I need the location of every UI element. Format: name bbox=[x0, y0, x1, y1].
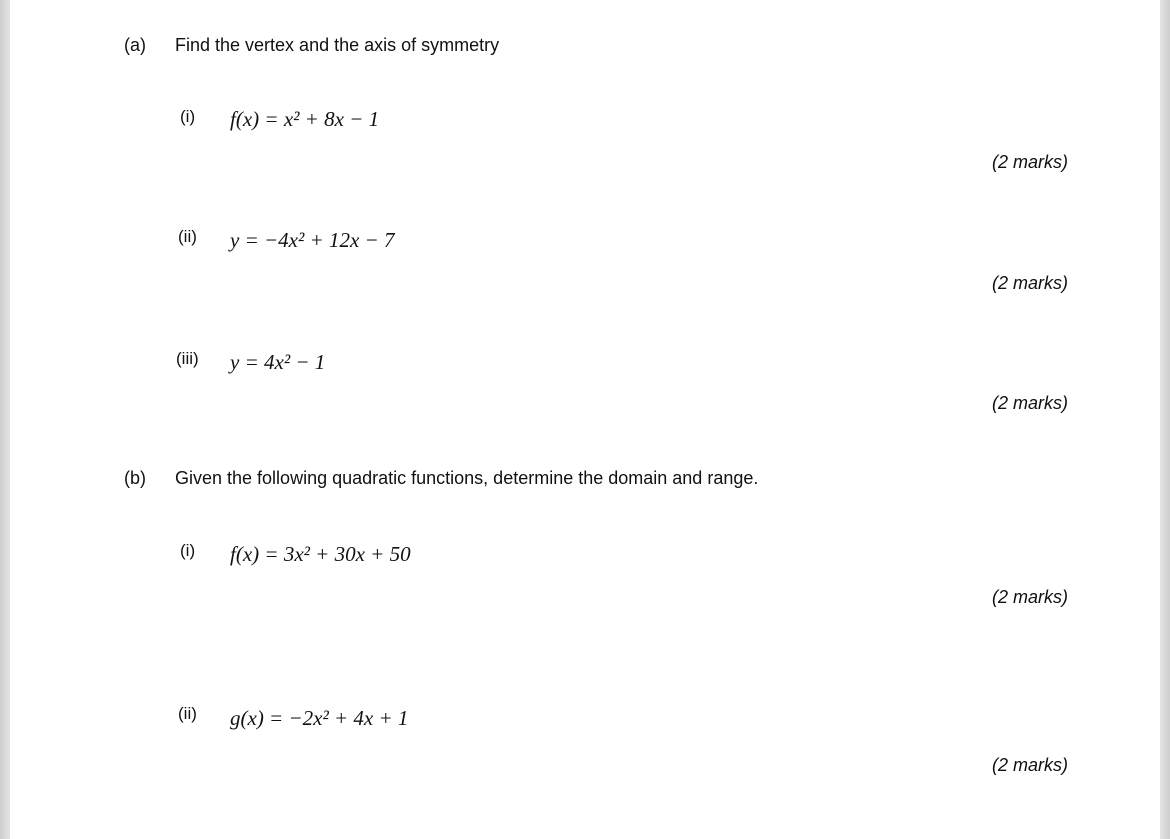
marks-label: (2 marks) bbox=[992, 273, 1068, 293]
part-instruction: Find the vertex and the axis of symmetry bbox=[175, 35, 500, 55]
equation: f(x) = 3x² + 30x + 50 bbox=[230, 542, 411, 566]
item-label: (ii) bbox=[178, 704, 197, 723]
marks-label: (2 marks) bbox=[992, 587, 1068, 607]
item-label: (ii) bbox=[178, 227, 197, 246]
item-label: (i) bbox=[180, 541, 196, 560]
marks-label: (2 marks) bbox=[992, 152, 1068, 172]
marks-label: (2 marks) bbox=[992, 393, 1068, 413]
equation: y = 4x² − 1 bbox=[230, 350, 326, 374]
part-instruction: Given the following quadratic functions, determine the domain and range. bbox=[175, 468, 759, 488]
page-edge-left bbox=[0, 0, 10, 839]
equation: g(x) = −2x² + 4x + 1 bbox=[230, 706, 409, 730]
page-edge-right bbox=[1160, 0, 1170, 839]
item-label: (i) bbox=[180, 107, 196, 126]
equation: y = −4x² + 12x − 7 bbox=[230, 228, 395, 252]
item-label: (iii) bbox=[176, 349, 199, 368]
part-label: (a) bbox=[124, 35, 146, 55]
part-label: (b) bbox=[124, 468, 146, 488]
equation: f(x) = x² + 8x − 1 bbox=[230, 107, 380, 131]
marks-label: (2 marks) bbox=[992, 755, 1068, 775]
